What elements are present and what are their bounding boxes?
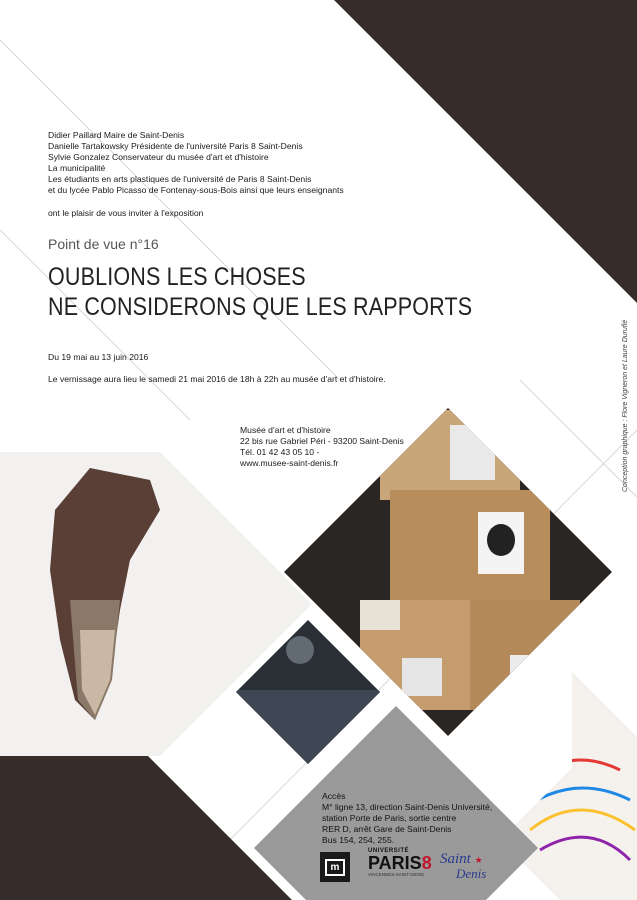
access-line: Bus 154, 254, 255. <box>322 835 395 845</box>
address-line: Musée d'art et d'histoire <box>240 425 331 435</box>
museum-address <box>240 425 404 469</box>
host-line: Didier Paillard Maire de Saint-Denis <box>48 130 185 140</box>
invitation-text: ont le plaisir de vous inviter à l'exposition <box>48 208 204 218</box>
host-line: Danielle Tartakowsky Présidente de l'université Paris 8 Saint-Denis <box>48 141 303 151</box>
title-line-1: OUBLIONS LES CHOSES <box>48 263 306 291</box>
saint-denis-logo: Saint ★ Denis <box>440 851 487 881</box>
host-line: et du lycée Pablo Picasso de Fontenay-sous-Bois ainsi que leurs enseignants <box>48 185 344 195</box>
exhibition-title <box>48 262 472 322</box>
address-line: Tél. 01 42 43 05 10 - <box>240 447 320 457</box>
design-credit: Conception graphique : Flore Vigneron et Laure Duruflé <box>622 319 629 492</box>
title-line-2: NE CONSIDERONS QUE LES RAPPORTS <box>48 293 473 321</box>
host-line: Les étudiants en arts plastiques de l'université de Paris 8 Saint-Denis <box>48 174 312 184</box>
vernissage-text: Le vernissage aura lieu le samedi 21 mai 2016 de 18h à 22h au musée d'art et d'histoire. <box>48 374 386 384</box>
address-line: 22 bis rue Gabriel Péri - 93200 Saint-Denis <box>240 436 404 446</box>
star-icon: ★ <box>474 855 483 865</box>
dark-triangle-top <box>334 0 637 303</box>
series-label: Point de vue n°16 <box>48 236 159 252</box>
museum-logo: m <box>320 852 350 882</box>
access-line: M° ligne 13, direction Saint-Denis Université, <box>322 802 493 812</box>
host-line: Sylvie Gonzalez Conservateur du musée d'art et d'histoire <box>48 152 269 162</box>
website-link[interactable]: www.musee-saint-denis.fr <box>240 458 339 468</box>
access-info <box>322 791 492 846</box>
access-line: RER D, arrêt Gare de Saint-Denis <box>322 824 452 834</box>
host-line: La municipalité <box>48 163 106 173</box>
paris8-logo: UNIVERSITÉ PARIS8 VINCENNES-SAINT-DENIS <box>368 848 432 877</box>
exhibition-dates: Du 19 mai au 13 juin 2016 <box>48 352 149 362</box>
photo-colorful-drawing <box>500 672 637 900</box>
access-line: Accès <box>322 791 346 801</box>
host-list <box>48 130 344 196</box>
access-line: station Porte de Paris, sortie centre <box>322 813 457 823</box>
